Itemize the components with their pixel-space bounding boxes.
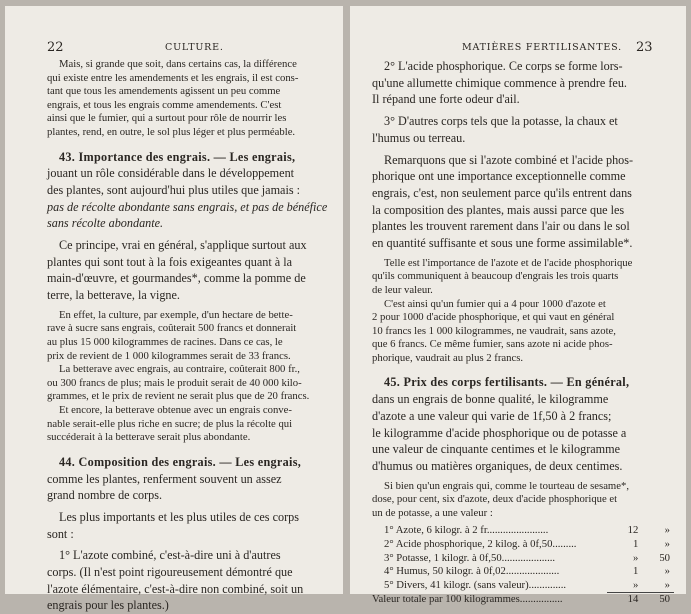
row-label: 3° Potasse, 1 kilogr. à 0f,50.................... xyxy=(384,551,556,564)
table-row xyxy=(372,538,674,552)
text-line: jouant un rôle considérable dans le développement xyxy=(47,166,295,181)
text-line: En effet, la culture, par exemple, d'un hectare de bette- xyxy=(59,308,293,321)
text-line: ou 300 francs de plus; mais le produit serait de 40 000 kilo- xyxy=(47,376,302,389)
right-page-body xyxy=(372,58,670,607)
text-line: que 6 francs. Ce même fumier, sans azote ni acide phos- xyxy=(372,338,613,351)
text-line: grammes, et le prix de revient ne serait plus que de 20 francs. xyxy=(47,390,310,403)
text-line: l'azote élémentaire, c'est-à-dire non combiné, soit un xyxy=(47,581,304,596)
text-line: rave à sucre sans engrais, coûterait 500 francs et donnerait xyxy=(47,322,297,335)
text-line: plantes, rend, en outre, le sol plus léger et plus perméable. xyxy=(47,125,296,138)
total-label: Valeur totale par 100 kilogrammes................ xyxy=(372,593,563,606)
row-cents: » xyxy=(664,565,670,578)
text-line: dose, pour cent, six d'azote, deux d'acide phosphorique et xyxy=(372,493,618,506)
text-line: le kilogramme d'acide phosphorique ou de potasse a xyxy=(372,425,627,440)
text-line: succéderait à la betterave serait plus abondante. xyxy=(47,431,251,444)
row-francs: » xyxy=(632,578,639,591)
row-francs: 1 xyxy=(632,538,639,551)
right-page xyxy=(350,6,686,606)
text-line: tant que tous les amendements agissent un peu comme xyxy=(47,85,281,98)
text-line: 1° L'azote combiné, c'est-à-dire uni à d'autres xyxy=(59,548,281,563)
row-cents: 50 xyxy=(659,551,670,564)
table-row xyxy=(372,552,674,566)
row-francs: 1 xyxy=(632,565,639,578)
text-line: comme les plantes, renferment souvent un assez xyxy=(47,471,282,486)
page-number: 22 xyxy=(47,40,64,55)
section-heading-43: 43. Importance des engrais. — Les engrais, xyxy=(59,149,296,164)
text-line: qui existe entre les amendements et les engrais, il est cons- xyxy=(47,71,299,84)
text-line: La betterave avec engrais, au contraire, coûterait 800 fr., xyxy=(59,363,300,376)
text-line: 2 pour 1000 d'acide phosphorique, et qui vaut en général xyxy=(372,311,615,324)
text-line: engrais pour les plantes.) xyxy=(47,598,169,613)
table-row xyxy=(372,524,674,538)
text-line: phorique ont une importance exceptionnelle comme xyxy=(372,169,626,184)
text-line: prix de revient de 1 000 kilogrammes serait de 33 francs. xyxy=(47,349,291,362)
text-line: Si bien qu'un engrais qui, comme le tourteau de sesame*, xyxy=(384,479,630,492)
row-cents: » xyxy=(664,538,670,551)
row-cents: » xyxy=(664,524,670,537)
row-francs: » xyxy=(632,551,639,564)
text-line: Telle est l'importance de l'azote et de l'acide phosphorique xyxy=(384,256,633,269)
text-line: en quantité suffisante et sous une forme assimilable*. xyxy=(372,236,633,251)
row-label: 1° Azote, 6 kilogr. à 2 fr....................... xyxy=(384,524,549,537)
text-line: qu'une allumette chimique commence à prendre feu. xyxy=(372,75,627,90)
text-line: Ce principe, vrai en général, s'applique surtout aux xyxy=(59,238,307,253)
text-line: ainsi que le fumier, qui a surtout pour rôle de nourrir les xyxy=(47,112,287,125)
left-page xyxy=(5,6,343,613)
text-line: d'azote a une valeur qui varie de 1f,50 à 2 francs; xyxy=(372,408,612,423)
text-line: engrais, c'est, non seulement parce qu'ils entrent dans xyxy=(372,185,632,200)
text-line: Remarquons que si l'azote combiné et l'acide phos- xyxy=(384,152,634,167)
text-line: 10 francs les 1 000 kilogrammes, ne vaudrait, sans azote, xyxy=(372,324,616,337)
text-line: 2° L'acide phosphorique. Ce corps se forme lors- xyxy=(384,59,623,73)
text-line: Et encore, la betterave obtenue avec un engrais conve- xyxy=(59,404,292,417)
running-head: MATIÈRES FERTILISANTES. xyxy=(462,42,622,53)
row-label: 2° Acide phosphorique, 2 kilog. à 0f,50......... xyxy=(384,538,577,551)
text-line: C'est ainsi qu'un fumier qui a 4 pour 1000 d'azote et xyxy=(384,297,606,310)
total-francs: 14 xyxy=(607,593,639,607)
text-line: dans un engrais de bonne qualité, le kilogramme xyxy=(372,392,609,407)
text-line: engrais, et tous les engrais comme amendements. C'est xyxy=(47,98,282,111)
text-line: grand nombre de corps. xyxy=(47,488,163,503)
left-page-body xyxy=(47,58,328,614)
text-line: 3° D'autres corps tels que la potasse, la chaux et xyxy=(384,114,618,129)
section-heading-44: 44. Composition des engrais. — Les engrais, xyxy=(59,454,302,469)
text-line: d'humus ou matières organiques, de deux centimes. xyxy=(372,459,623,473)
text-line: des plantes, sont aujourd'hui plus utiles que jamais : xyxy=(47,182,301,197)
text-line: plantes qui sont tout à la fois exigeantes quant à la xyxy=(47,254,293,269)
text-line: pas de récolte abondante sans engrais, et pas de bénéfice xyxy=(47,199,328,214)
text-line: main-d'œuvre, et gourmandes*, comme la pomme de xyxy=(47,271,306,286)
section-heading-45: 45. Prix des corps fertilisants. — En général, xyxy=(384,375,630,390)
row-cents: » xyxy=(664,578,670,591)
fertilizer-value-table xyxy=(372,524,674,607)
text-line: Les plus importants et les plus utiles de ces corps xyxy=(59,509,299,524)
total-cents: 50 xyxy=(638,593,674,607)
text-line: plantes les trouvent rarement dans l'air ou dans le sol xyxy=(372,219,630,234)
text-line: Mais, si grande que soit, dans certains cas, la différence xyxy=(59,58,297,70)
table-row xyxy=(372,565,674,579)
text-line: nable serait-elle plus riche en sucre; de plus la récolte qui xyxy=(47,417,293,430)
text-line: un de potasse, a une valeur : xyxy=(372,506,493,519)
text-line: sans récolte abondante. xyxy=(47,216,164,231)
text-line: qu'ils communiquent à beaucoup d'engrais les trois quarts xyxy=(372,270,619,283)
text-line: phorique, vaudrait au plus 2 francs. xyxy=(372,351,524,364)
table-total-row xyxy=(372,593,674,607)
row-label: 5° Divers, 41 kilogr. (sans valeur).............. xyxy=(384,579,567,592)
text-line: terre, la betterave, la vigne. xyxy=(47,288,180,303)
text-line: corps. (Il n'est point rigoureusement démontré que xyxy=(47,565,293,580)
text-line: la composition des plantes, mais aussi parce que les xyxy=(372,202,625,217)
text-line: une valeur de cinquante centimes et le kilogramme xyxy=(372,442,621,457)
text-line: au plus 15 000 kilogrammes de racines. Dans ce cas, le xyxy=(47,336,283,349)
running-head: CULTURE. xyxy=(165,42,224,53)
table-row xyxy=(372,579,674,593)
text-line: sont : xyxy=(47,526,74,541)
text-line: l'humus ou terreau. xyxy=(372,130,466,145)
row-label: 4° Humus, 50 kilogr. à 0f,02.................... xyxy=(384,565,560,578)
page-number: 23 xyxy=(636,40,653,55)
row-francs: 12 xyxy=(627,524,639,537)
text-line: de leur valeur. xyxy=(372,283,433,296)
text-line: Il répand une forte odeur d'ail. xyxy=(372,92,520,107)
